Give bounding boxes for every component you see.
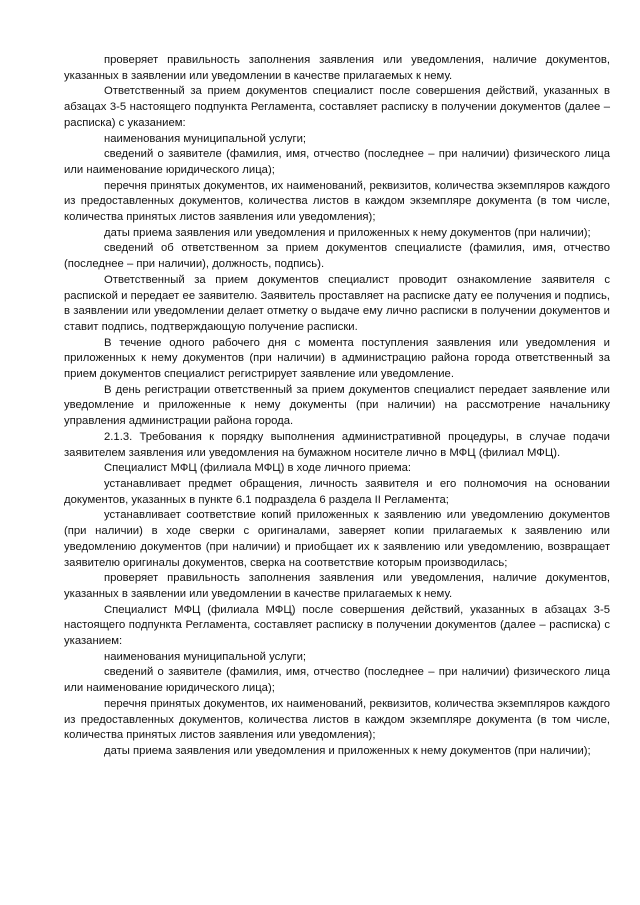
paragraph: наименования муниципальной услуги; — [104, 650, 307, 663]
section-heading-paragraph: 2.1.3. Требования к порядку выполнения административной процедуры, в случае подачи заявителем заявления или уведомления на бумажном носителе лично в МФЦ (филиал МФЦ). — [64, 430, 610, 459]
paragraph: Ответственный за прием документов специалист проводит ознакомление заявителя с распиской и передает ее заявителю. Заявитель проставляет на расписке дату ее получения и подпись, в заявлении или уведомлении делает отметку о выдаче ему лично расписки в получении документов и ставит подпись, подтверждающую получение расписки. — [64, 273, 610, 333]
paragraph: даты приема заявления или уведомления и приложенных к нему документов (при наличии); — [104, 744, 591, 757]
paragraph: устанавливает предмет обращения, личность заявителя и его полномочия на основании документов, указанных в пункте 6.1 подраздела 6 раздела II Регламента; — [64, 477, 610, 506]
paragraph: перечня принятых документов, их наименований, реквизитов, количества экземпляров каждого из предоставленных документов, количества листов в каждом экземпляре документа (в том числе, количества принятых листов заявления или уведомления); — [64, 179, 610, 224]
paragraph: сведений о заявителе (фамилия, имя, отчество (последнее – при наличии) физического лица или наименование юридического лица); — [64, 148, 610, 176]
paragraph: устанавливает соответствие копий приложенных к заявлению или уведомлению документов (при наличии) в ходе сверки с оригиналами, заверяет копии прилагаемых к заявлению или уведомлению документов (при наличии) и приобщает их к заявлению или уведомлению, возвращает заявителю оригиналы документов, сверка на соответствие которым производилась; — [64, 509, 610, 569]
paragraph: проверяет правильность заполнения заявления или уведомления, наличие документов, указанных в заявлении или уведомлении в качестве прилагаемых к нему. — [64, 54, 610, 82]
paragraph: В день регистрации ответственный за прием документов специалист передает заявление или уведомление и приложенные к нему документы (при наличии) на рассмотрение начальнику управления администрации района города. — [64, 383, 610, 428]
paragraph: Специалист МФЦ (филиала МФЦ) после совершения действий, указанных в абзацах 3-5 настоящего подпункта Регламента, составляет расписку в получении документов (далее – расписка) с указанием: — [64, 603, 610, 648]
paragraph: даты приема заявления или уведомления и приложенных к нему документов (при наличии); — [104, 226, 591, 239]
paragraph: наименования муниципальной услуги; — [104, 132, 307, 145]
paragraph: перечня принятых документов, их наименований, реквизитов, количества экземпляров каждого из предоставленных документов, количества листов в каждом экземпляре документа (в том числе, количества принятых листов заявления или уведомления); — [64, 697, 610, 742]
paragraph: проверяет правильность заполнения заявления или уведомления, наличие документов, указанных в заявлении или уведомлении в качестве прилагаемых к нему. — [64, 572, 610, 600]
paragraph: сведений о заявителе (фамилия, имя, отчество (последнее – при наличии) физического лица или наименование юридического лица); — [64, 666, 610, 695]
paragraph: В течение одного рабочего дня с момента поступления заявления или уведомления и приложенных к нему документов (при наличии) в администрацию района города ответственный за прием документов специалист регистрирует заявление или уведомление. — [64, 336, 610, 381]
paragraph: Специалист МФЦ (филиала МФЦ) в ходе личного приема: — [104, 462, 412, 475]
paragraph: Ответственный за прием документов специалист после совершения действий, указанных в абзацах 3-5 настоящего подпункта Регламента, составляет расписку в получении документов (далее – расписка) с указанием: — [64, 85, 610, 129]
paragraph: сведений об ответственном за прием документов специалисте (фамилия, имя, отчество (последнее – при наличии), должность, подпись). — [64, 242, 610, 271]
